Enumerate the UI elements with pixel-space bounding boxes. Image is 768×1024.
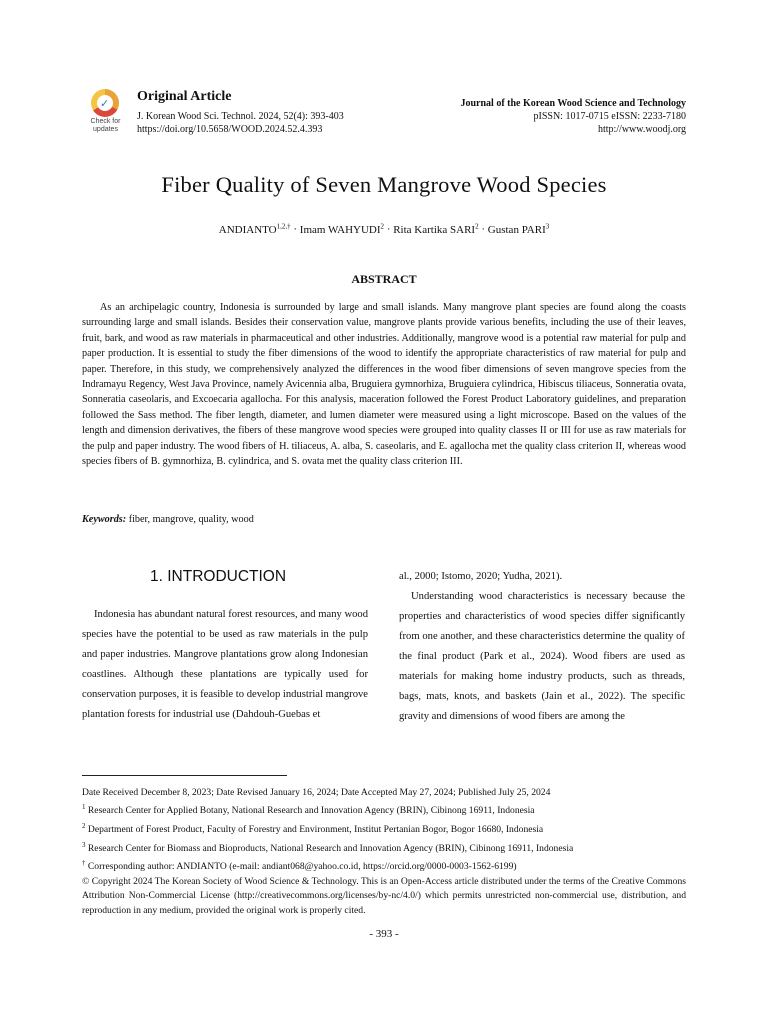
footnotes [82,786,686,918]
footnote-divider [82,775,287,776]
journal-info [461,97,687,136]
paper-title: Fiber Quality of Seven Mangrove Wood Species [161,172,607,197]
page-number: - 393 - [369,928,399,940]
author: Gustan PARI$^3$ [487,222,550,236]
abstract-text: As an archipelagic country, Indonesia is surrounded by large and small islands. Many mangrove plant species are found along the coasts surrounding large and small islands. Besides their conservation value, mangrove plants provide various benefits, including the use of their leaves, fruit, bark, and wood as raw materials in pharmaceutical and other industries. Additionally, mangrove wood is a potential raw material for pulp and paper production. It is essential to study the fiber dimensions of the wood to identify the appropriate characteristics of raw material for pulp and paper. Therefore, in this study, we comprehensively analyzed the differences in the wood fiber dimensions of seven mangrove species from the Indramayu Regency, West Java Province, namely Avicennia alba, Bruguiera gymnorhiza, Bruguiera cylindrica, Hibiscus tiliaceus, Sonneratia ovata, Sonneratia caseolaris, and Excoecaria agallocha. For this analysis, maceration followed the Forest Product Laboratory guidelines, and preparation followed the Sass method. The fiber length, diameter, and lumen diameter were measured using a light microscope. Based on the values of the length and dimension derivatives, the fibers of these mangrove wood species were grouped into quality classes II or III for use as raw materials for the pulp and paper industry. The wood fibers of H. tiliaceus, A. alba, S. caseolaris, and E. agallocha met the quality class criterion II, whereas wood species fibers of B. gymnorhiza, B. cylindrica, and S. ovata met the quality class criterion III. [82,302,686,468]
keywords [82,514,254,525]
dates-line: Date Received December 8, 2023; Date Revised January 16, 2024; Date Accepted May 27, 2024; Published July 25, 2024 [82,787,551,798]
paragraph: al., 2000; Istomo, 2020; Yudha, 2021). [399,571,563,582]
citation: J. Korean Wood Sci. Technol. 2024, 52(4): 393-403 [137,111,344,122]
badge-label: Check for updates [90,118,121,133]
abstract-heading: ABSTRACT [351,272,417,286]
affiliation: $^3$ Research Center for Biomass and Bioproducts, National Research and Innovation Agency (BRIN), Cibinong 16911, Indonesia [82,840,574,854]
author-list: $ANDIANTO^{1,2,\dagger}$ · Imam $WAHYUDI^2$ · Rita Kartika $SARI^2 \cdot Gustan$ PARI$^3$ [218,222,550,236]
keywords-label: Keywords: [82,514,127,525]
doi-link[interactable]: https://doi.org/10.5658/WOOD.2024.52.4.393 [137,124,323,135]
affiliation: $^1$ Research Center for Applied Botany, National Research and Innovation Agency (BRIN), Cibinong 16911, Indonesia [82,803,535,817]
check-for-updates-icon: ✓ [91,89,119,117]
article-type: Original Article [137,89,232,104]
check-for-updates-badge[interactable] [83,87,128,135]
author: Imam WAHYUDI$^2$ [299,222,385,236]
author: $ANDIANTO^{1,2,\dagger}$ [218,222,291,236]
journal-url[interactable]: http://www.woodj.org [597,124,686,135]
intro-left-column: Indonesia has abundant natural forest resources, and many wood species have the potential to be used as raw materials in the pulp and paper industries. Mangrove plantations grow along Indonesian coastlines. Although these plantations are typically used for conservation purposes, it is feasible to develop industrial mangrove plantation forests for industrial use (Dahdouh-Guebas et [82,609,368,720]
intro-right-column [399,567,685,727]
citation-block [137,110,344,136]
journal-name: Journal of the Korean Wood Science and Technology [460,98,686,109]
author: Rita Kartika SARI$^2$ [393,222,479,236]
paragraph: Understanding wood characteristics is necessary because the properties and characteristics of wood species differ significantly from one another, and these characteristics determine the quality of the final product (Park et al., 2024). Wood fibers are used as materials for making home industry products, such as threads, bags, mats, knots, and baskets (Jain et al., 2022). The specific gravity and dimensions of wood fibers are among the [399,591,685,722]
corresponding-author: † Corresponding author: ANDIANTO (e-mail: andiant068@yahoo.co.id, https://orcid.org/0000-0003-1562-6199) [82,859,517,873]
copyright: © Copyright 2024 The Korean Society of Wood Science & Technology. This is an Open-Access article distributed under the terms of the Creative Commons Attribution Non-Commercial License (http://creativecommons.org/licenses/by-nc/4.0/) which permits unrestricted non-commercial use, distribution, and reproduction in any medium, provided the original work is properly cited. [82,875,686,916]
keywords-list: fiber, mangrove, quality, wood [128,514,254,525]
section-heading: 1. INTRODUCTION [150,568,287,585]
issn: pISSN: 1017-0715 eISSN: 2233-7180 [533,111,686,122]
affiliation: $^2$ Department of Forest Product, Faculty of Forestry and Environment, Institut Pertanian Bogor, Bogor 16680, Indonesia [82,822,544,836]
